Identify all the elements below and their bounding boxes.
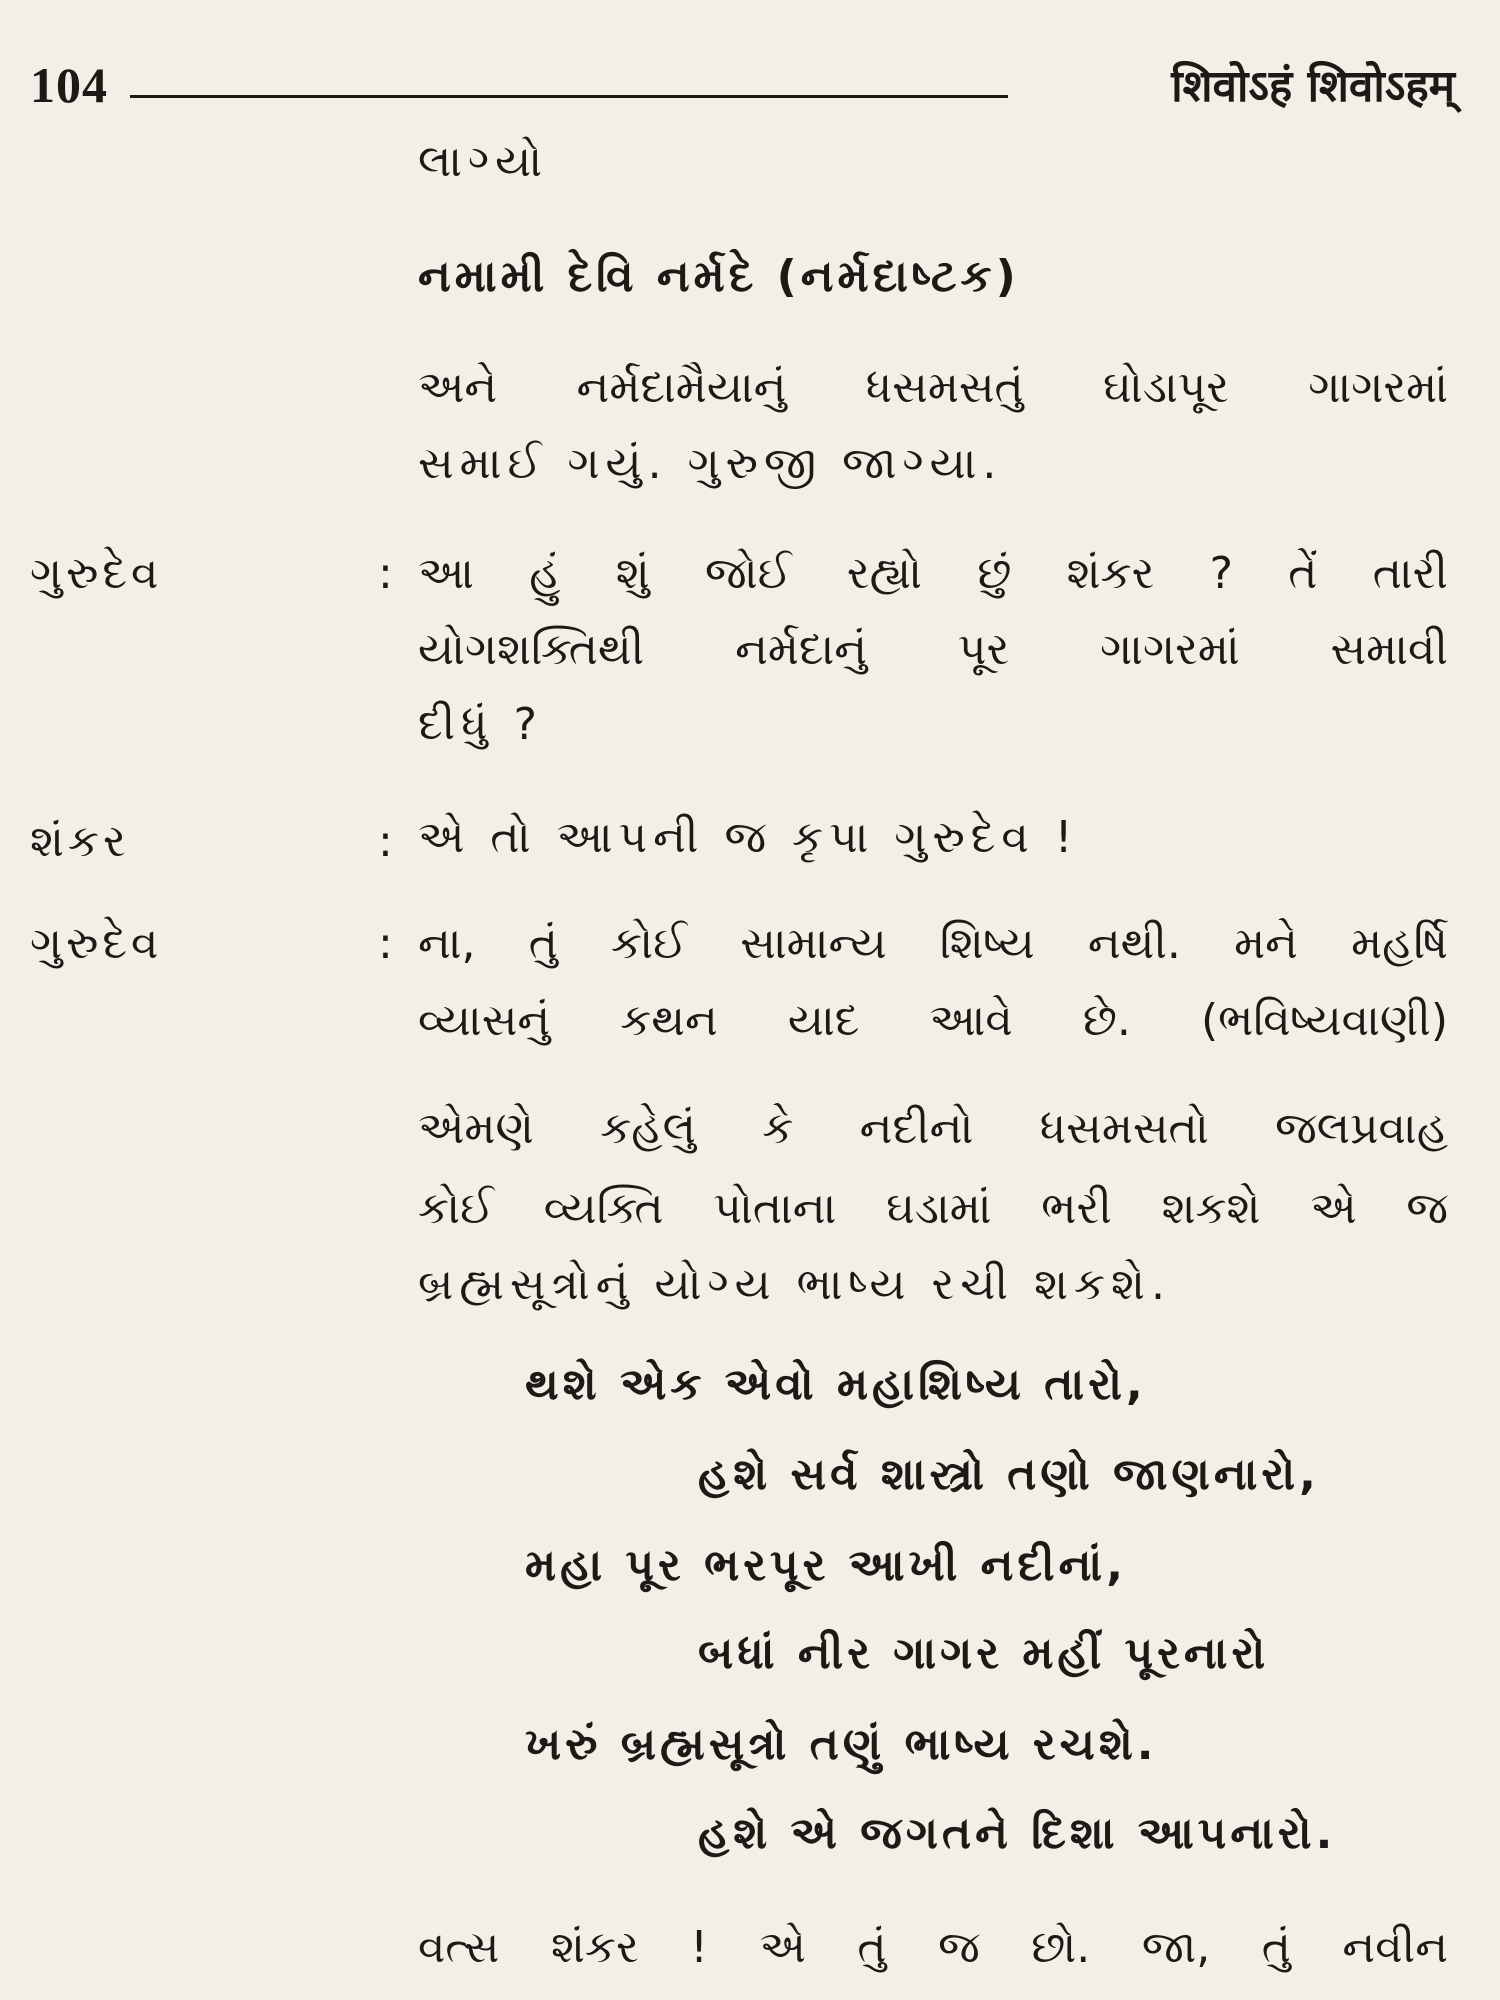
speaker-colon: : — [378, 816, 393, 867]
paragraph-line: બ્રહ્મસૂત્રોનું યોગ્ય ભાષ્ય રચી શકશે. — [418, 1259, 1171, 1310]
paragraph-line: વત્સ શંકર ! એ તું જ છો. જા, તું નવીન — [418, 1922, 1448, 1973]
page-number: 104 — [30, 57, 108, 113]
paragraph-line: કોઈ વ્યક્તિ પોતાના ઘડામાં ભરી શકશે એ જ — [418, 1183, 1448, 1234]
speaker-colon: : — [378, 918, 393, 969]
text-line: લાગ્યો — [418, 136, 549, 187]
dialogue-line: યોગશક્તિથી નર્મદાનું પૂર ગાગરમાં સમાવી — [418, 624, 1448, 675]
paragraph-line: સમાઈ ગયું. ગુરુજી જાગ્યા. — [418, 438, 1003, 489]
speaker-label: ગુરુદેવ — [30, 548, 163, 599]
verse-line: થશે એક એવો મહાશિષ્ય તારો, — [525, 1359, 1147, 1410]
speaker-colon: : — [378, 548, 393, 599]
verse-line: હશે એ જગતને દિશા આપનારો. — [698, 1808, 1337, 1859]
verse-line: મહા પૂર ભરપૂર આખી નદીનાં, — [525, 1540, 1127, 1591]
speaker-label: ગુરુદેવ — [30, 918, 163, 969]
paragraph-line: અને નર્મદામૈયાનું ધસમસતું ઘોડાપૂર ગાગરમાં — [418, 362, 1448, 413]
verse-line: હશે સર્વ શાસ્ત્રો તણો જાણનારો, — [698, 1449, 1320, 1500]
dialogue-line: ના, તું કોઈ સામાન્ય શિષ્ય નથી. મને મહર્ષિ — [418, 918, 1448, 969]
header-rule — [130, 95, 1008, 98]
verse-line: બધાં નીર ગાગર મહીં પૂરનારો — [698, 1628, 1270, 1679]
speaker-label: શંકર — [30, 816, 130, 867]
paragraph-line: એમણે કહેલું કે નદીનો ધસમસતો જલપ્રવાહ — [418, 1103, 1448, 1154]
verse-line: ખરું બ્રહ્મસૂત્રો તણું ભાષ્ય રચશે. — [525, 1719, 1158, 1770]
dialogue-line: આ હું શું જોઈ રહ્યો છું શંકર ? તેં તારી — [418, 548, 1448, 599]
dialogue-line: દીધું ? — [418, 699, 543, 750]
running-title: शिवोऽहं शिवोऽहम् — [1171, 61, 1455, 112]
dialogue-line: એ તો આપની જ કૃપા ગુરુદેવ ! — [418, 812, 1079, 863]
section-heading: નમામી દેવિ નર્મદે (નર્મદાષ્ટક) — [418, 251, 1020, 302]
dialogue-line: વ્યાસનું કથન યાદ આવે છે. (ભવિષ્યવાણી) — [418, 995, 1448, 1046]
